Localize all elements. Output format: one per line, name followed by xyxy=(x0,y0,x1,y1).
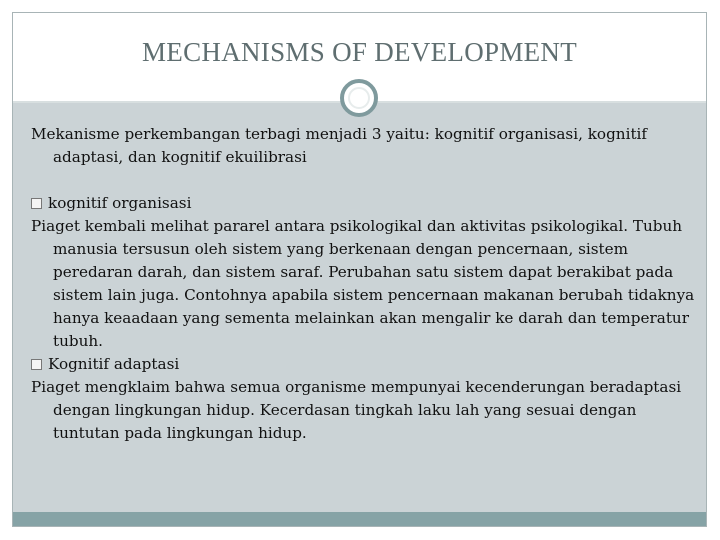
section-paragraph: Piaget kembali melihat pararel antara psikologikal dan aktivitas psikologikal. Tubuh manusia tersusun oleh sistem yang berkenaan dengan pencernaan, sistem peredaran darah, dan sistem saraf. Perubahan satu sistem dapat berakibat pada sistem lain juga. Contohnya apabila sistem pencernaan makanan berubah tidaknya hanya keaadaan yang sementa melainkan akan mengalir ke darah dan temperatur tubuh. xyxy=(31,217,695,350)
section-heading xyxy=(31,353,696,376)
slide-body xyxy=(31,123,696,445)
checkbox-bullet-icon xyxy=(31,359,42,370)
section-heading-label: kognitif organisasi xyxy=(48,194,192,212)
section-heading xyxy=(31,192,696,215)
section-paragraph: Piaget mengklaim bahwa semua organisme mempunyai kecenderungan beradaptasi dengan lingkungan hidup. Kecerdasan tingkah laku lah yang sesuai dengan tuntutan pada lingkungan hidup. xyxy=(31,378,682,442)
section-heading-label: Kognitif adaptasi xyxy=(48,355,180,373)
slide-title: MECHANISMS OF DEVELOPMENT xyxy=(141,37,578,67)
checkbox-bullet-icon xyxy=(31,198,42,209)
slide xyxy=(12,12,707,527)
footer-bar xyxy=(13,512,706,526)
circle-ornament-icon xyxy=(340,79,378,117)
intro-paragraph: Mekanisme perkembangan terbagi menjadi 3 yaitu: kognitif organisasi, kognitif adaptasi, dan kognitif ekuilibrasi xyxy=(31,125,648,166)
